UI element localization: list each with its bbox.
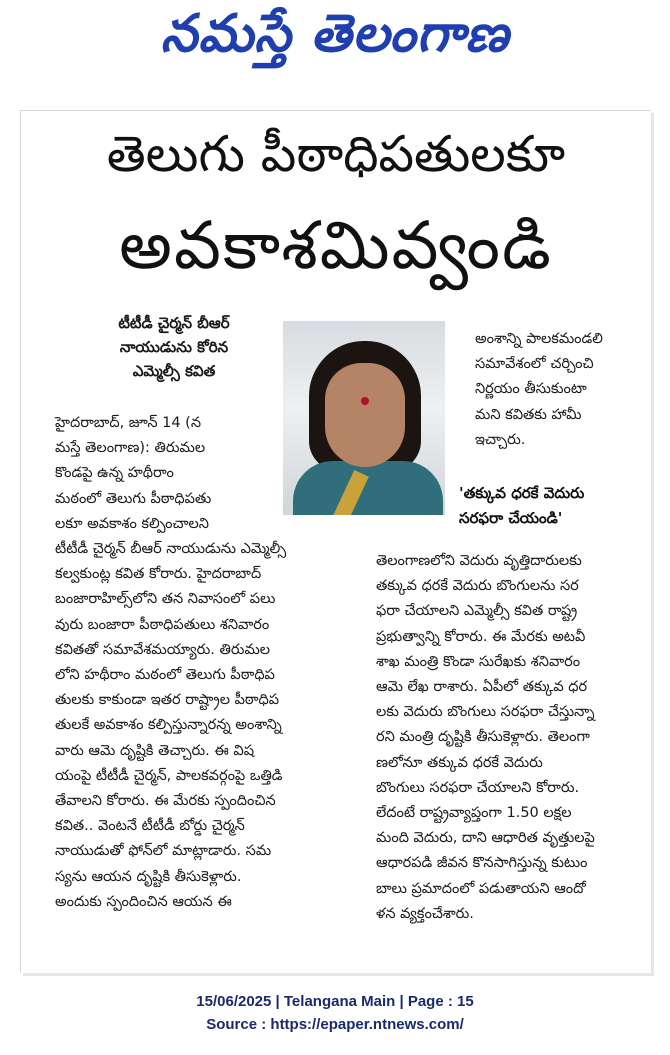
- text-line: ప్రభుత్వాన్ని కోరారు. ఈ మేరకు అటవీ: [376, 628, 586, 645]
- text-line: ఆమె లేఖ రాశారు. ఏపీలో తక్కువ ధర: [376, 679, 588, 696]
- text-line: లకు వెదురు బొంగులు సరఫరా చేస్తున్నా: [376, 704, 595, 721]
- text-line: ఇచ్చారు.: [475, 431, 526, 448]
- subheading-line: టీటీడీ చైర్మన్ బీఆర్: [118, 314, 230, 332]
- text-line: మఠంలో తెలుగు పీఠాధిపతు: [55, 490, 212, 507]
- subheading-line: ఎమ్మెల్సీ కవిత: [132, 362, 216, 380]
- text-line: తులకే అవకాశం కల్పిస్తున్నారన్న అంశాన్ని: [55, 717, 282, 734]
- subheading-2: [459, 481, 649, 531]
- text-line: బంజారాహిల్స్‌లోని తన నివాసంలో పలు: [55, 591, 276, 608]
- text-line: ఫరా చేయాలని ఎమ్మెల్సీ కవిత రాష్ట్ర: [376, 603, 578, 620]
- text-line: వురు బంజారా పీఠాధిపతులు శనివారం: [55, 616, 270, 633]
- masthead-title: నమస్తే తెలంగాణ: [160, 4, 510, 64]
- subheading-line: నాయుడును కోరిన: [119, 338, 229, 356]
- kavitha-photo: [283, 321, 445, 515]
- body-text-left-wide: [55, 537, 355, 915]
- text-line: తక్కువ ధరకే వెదురు బొంగులను సర: [376, 578, 579, 595]
- text-line: మని కవితకు హామీ: [475, 406, 582, 423]
- body-text-right-top: [475, 327, 640, 453]
- text-line: బాలు ప్రమాదంలో పడుతాయని ఆందో: [376, 880, 586, 897]
- text-line: మస్తే తెలంగాణ): తిరుమల: [55, 440, 206, 457]
- text-line: నిర్ణయం తీసుకుంటా: [475, 381, 587, 398]
- masthead-logo: [0, 4, 670, 74]
- text-line: సమావేశంలో చర్చించి: [475, 356, 594, 373]
- text-line: ణలోనూ తక్కువ ధరకే వెదురు: [376, 754, 543, 771]
- text-line: అందుకు స్పందించిన ఆయన ఈ: [55, 893, 232, 910]
- text-line: హైదరాబాద్, జూన్ 14 (న: [55, 415, 202, 431]
- text-line: తెలంగాణలోని వెదురు వృత్తిదారులకు: [376, 553, 582, 569]
- text-line: వారు ఆమె దృష్టికి తెచ్చారు. ఈ విష: [55, 742, 255, 759]
- text-line: శాఖ మంత్రి కొండా సురేఖకు శనివారం: [376, 653, 581, 670]
- text-line: రని మంత్రి దృష్టికి తీసుకెళ్లారు. తెలంగా: [376, 729, 590, 746]
- subheading: [69, 311, 279, 383]
- text-line: ఆధారపడి జీవన కొనసాగిస్తున్న కుటుం: [376, 855, 588, 872]
- headline-line-2: అవకాశమివ్వండి: [119, 207, 553, 284]
- subheading-line: 'తక్కువ ధరకే వెదురు: [459, 484, 585, 502]
- text-line: స్యను ఆయన దృష్టికి తీసుకెళ్లారు.: [55, 868, 242, 885]
- footer-source: Source : https://epaper.ntnews.com/: [206, 1016, 464, 1033]
- text-line: టీటీడీ చైర్మన్ బీఆర్ నాయుడును ఎమ్మెల్సీ: [55, 541, 287, 557]
- text-line: తులకు కాకుండా ఇతర రాష్ట్రాల పీఠాధిప: [55, 692, 280, 709]
- text-line: యంపై టీటీడీ చైర్మన్, పాలకవర్గంపై ఒత్తిడి: [55, 767, 283, 784]
- text-line: మంది వెదురు, దాని ఆధారిత వృత్తులపై: [376, 830, 595, 847]
- text-line: ళన వ్యక్తంచేశారు.: [376, 905, 474, 922]
- body-text-left-narrow: [55, 411, 265, 537]
- text-line: కవితతో సమావేశమయ్యారు. తిరుమల: [55, 641, 271, 658]
- text-line: కల్వకుంట్ల కవిత కోరారు. హైదరాబాద్: [55, 566, 262, 583]
- text-line: బొంగులు సరఫరా చేయాలని కోరారు.: [376, 779, 580, 796]
- text-line: తేవాలని కోరారు. ఈ మేరకు స్పందించిన: [55, 793, 276, 810]
- text-line: కవిత.. వెంటనే టీటీడీ బోర్డు చైర్మన్: [55, 818, 245, 835]
- text-line: అంశాన్ని పాలకమండలి: [475, 331, 603, 347]
- body-text-right-main: [376, 549, 641, 927]
- footer-edition-info: 15/06/2025 | Telangana Main | Page : 15: [196, 993, 474, 1010]
- text-line: లేదంటే రాష్ట్రవ్యాప్తంగా 1.50 లక్షల: [376, 805, 572, 822]
- text-line: నాయుడుతో ఫోన్‌లో మాట్లాడారు. సమ: [55, 843, 272, 860]
- headline-line-1: తెలుగు పీఠాధిపతులకూ: [106, 125, 566, 183]
- text-line: కొండపై ఉన్న హథీరాం: [55, 465, 174, 482]
- text-line: లకూ అవకాశం కల్పించాలని: [55, 515, 209, 532]
- text-line: లోని హథీరాం మఠంలో తెలుగు పీఠాధిప: [55, 667, 275, 684]
- news-clipping: [20, 110, 651, 973]
- subheading-line: సరఫరా చేయండి': [459, 509, 563, 527]
